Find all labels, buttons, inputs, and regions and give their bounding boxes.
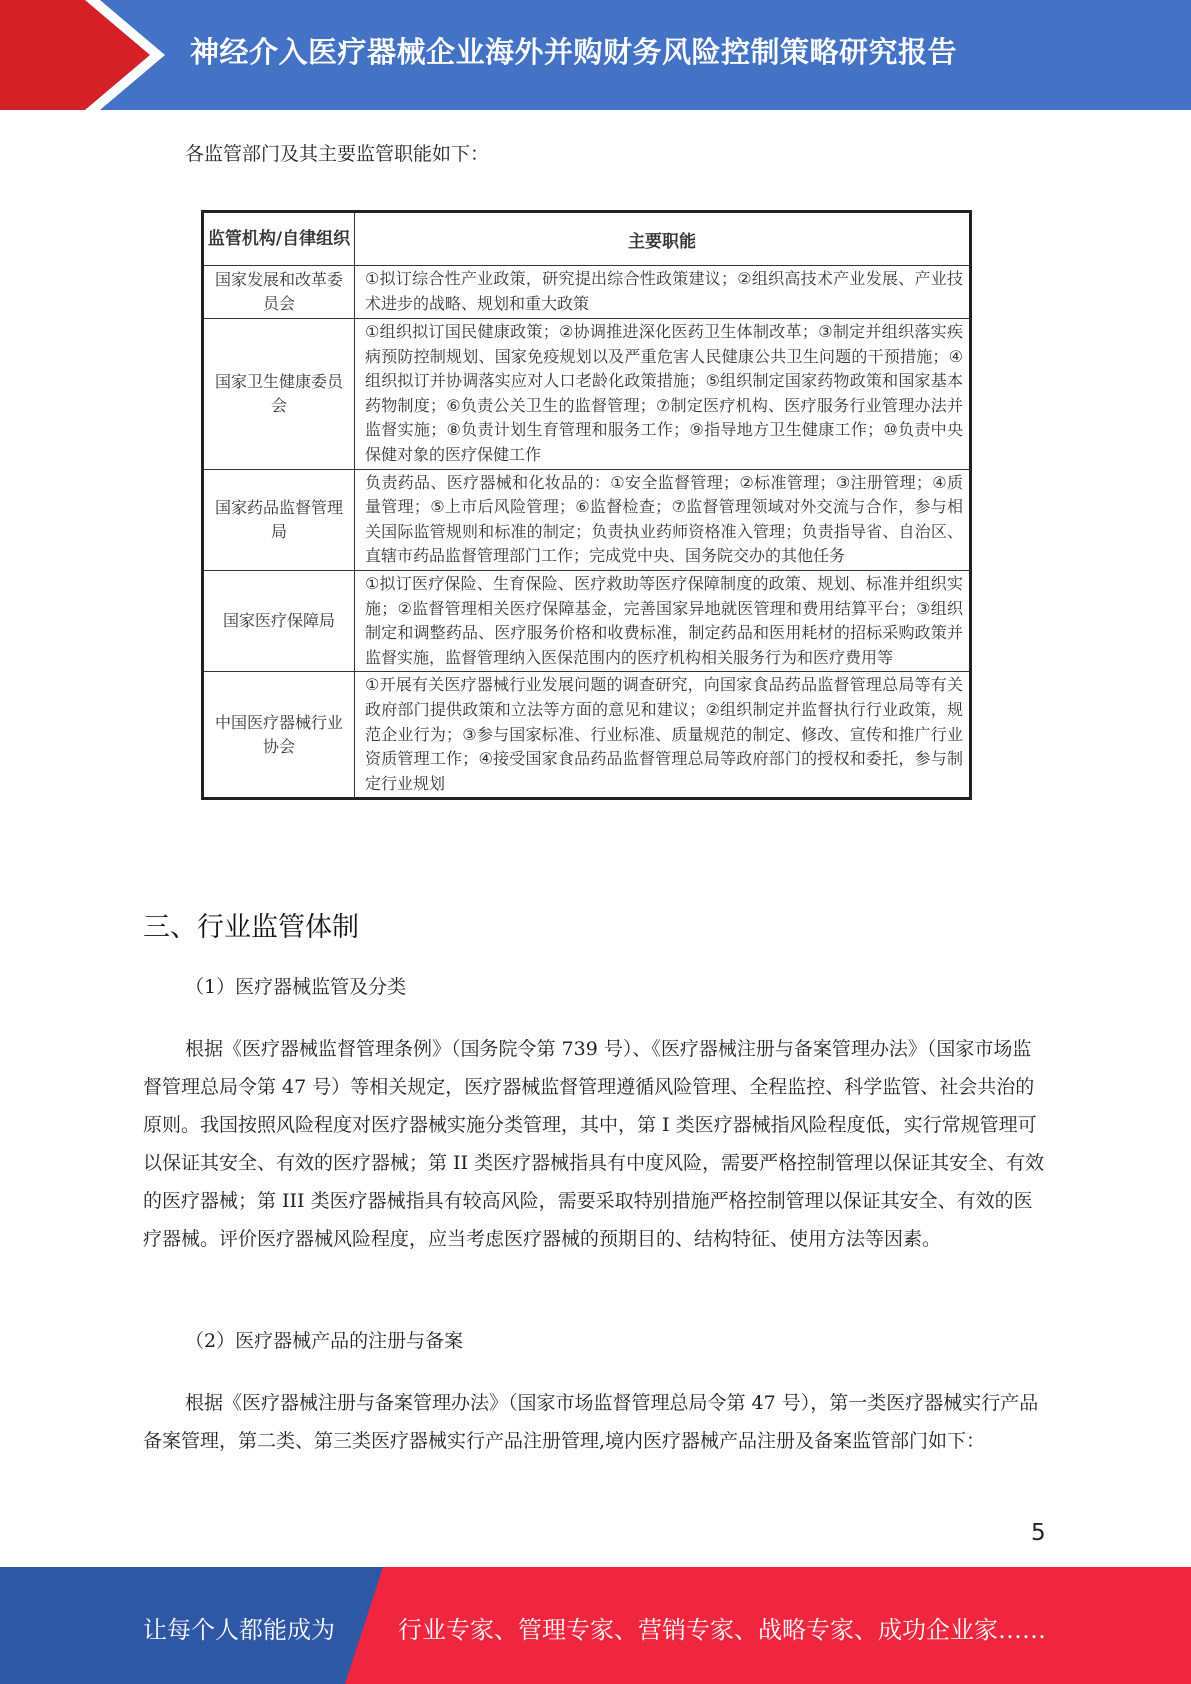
table-cell-duty: ①组织拟订国民健康政策；②协调推进深化医药卫生体制改革；③制定并组织落实疾病预防控制规划、国家免疫规划以及严重危害人民健康公共卫生问题的干预措施；④组织拟订并协调落实应对人口老龄化政策措施；⑤组织制定国家药物政策和国家基本药物制度；⑥负责公关卫生的监督管理；⑦制定医疗机构、医疗服务行业管理办法并监督实施；⑧负责计划生育管理和服务工作；⑨指导地方卫生健康工作；⑩负责中央保健对象的医疗保健工作	[355, 319, 971, 470]
page-header	[0, 0, 1191, 110]
header-red-arrow	[0, 0, 150, 110]
table-row	[203, 319, 971, 470]
paragraph-2: 根据《医疗器械注册与备案管理办法》（国家市场监督管理总局令第 47 号），第一类医疗器械实行产品备案管理，第二类、第三类医疗器械实行产品注册管理,境内医疗器械产品注册及备案监管部门如下：	[143, 1392, 1039, 1452]
table-cell-duty: ①拟订综合性产业政策，研究提出综合性政策建议；②组织高技术产业发展、产业技术进步的战略、规划和重大政策	[355, 266, 971, 319]
table-header-row	[203, 212, 971, 266]
table-cell-org: 中国医疗器械行业协会	[203, 672, 355, 799]
table-row	[203, 672, 971, 799]
table-cell-org: 国家药品监督管理局	[203, 469, 355, 570]
regulator-table	[201, 210, 972, 800]
section-title: 三、行业监管体制	[143, 912, 359, 943]
subheading-1: （1）医疗器械监管及分类	[185, 976, 407, 998]
page-footer	[0, 1567, 1191, 1684]
paragraph-1: 根据《医疗器械监督管理条例》（国务院令第 739 号）、《医疗器械注册与备案管理办法》（国家市场监督管理总局令第 47 号）等相关规定，医疗器械监督管理遵循风险管理、全程监控、科学监管、社会共治的原则。我国按照风险程度对医疗器械实施分类管理，其中，第 I 类医疗器械指风险程度低，实行常规管理可以保证其安全、有效的医疗器械；第 II 类医疗器械指具有中度风险，需要严格控制管理以保证其安全、有效的医疗器械；第 III 类医疗器械指具有较高风险，需要采取特别措施严格控制管理以保证其安全、有效的医疗器械。评价医疗器械风险程度，应当考虑医疗器械的预期目的、结构特征、使用方法等因素。	[143, 1038, 1045, 1250]
table-cell-org: 国家医疗保障局	[203, 570, 355, 671]
subheading-2: （2）医疗器械产品的注册与备案	[185, 1330, 464, 1352]
intro-text: 各监管部门及其主要监管职能如下：	[185, 143, 490, 165]
footer-slogan-right: 行业专家、管理专家、营销专家、战略专家、成功企业家……	[398, 1616, 1046, 1644]
table-row	[203, 570, 971, 671]
table-cell-org: 国家发展和改革委员会	[203, 266, 355, 319]
table-cell-duty: 负责药品、医疗器械和化妆品的：①安全监督管理；②标准管理；③注册管理；④质量管理；⑤上市后风险管理；⑥监督检查；⑦监督管理领域对外交流与合作，参与相关国际监管规则和标准的制定；负责执业药师资格准入管理；负责指导省、自治区、直辖市药品监督管理部门工作；完成党中央、国务院交办的其他任务	[355, 469, 971, 570]
table-cell-duty: ①开展有关医疗器械行业发展问题的调查研究，向国家食品药品监督管理总局等有关政府部门提供政策和立法等方面的意见和建议；②组织制定并监督执行行业政策，规范企业行为；③参与国家标准、行业标准、质量规范的制定、修改、宣传和推广行业资质管理工作；④接受国家食品药品监督管理总局等政府部门的授权和委托，参与制定行业规划	[355, 672, 971, 799]
table-header-org: 监管机构/自律组织	[203, 212, 355, 266]
table-row	[203, 266, 971, 319]
table-cell-duty: ①拟订医疗保险、生育保险、医疗救助等医疗保障制度的政策、规划、标准并组织实施；②监督管理相关医疗保障基金，完善国家异地就医管理和费用结算平台；③组织制定和调整药品、医疗服务价格和收费标准，制定药品和医用耗材的招标采购政策并监督实施，监督管理纳入医保范围内的医疗机构相关服务行为和医疗费用等	[355, 570, 971, 671]
table-header-duty: 主要职能	[355, 212, 971, 266]
page-number: 5	[1031, 1520, 1046, 1546]
table-cell-org: 国家卫生健康委员会	[203, 319, 355, 470]
header-title: 神经介入医疗器械企业海外并购财务风险控制策略研究报告	[190, 35, 958, 69]
footer-slogan-left: 让每个人都能成为	[143, 1616, 335, 1644]
table-row	[203, 469, 971, 570]
